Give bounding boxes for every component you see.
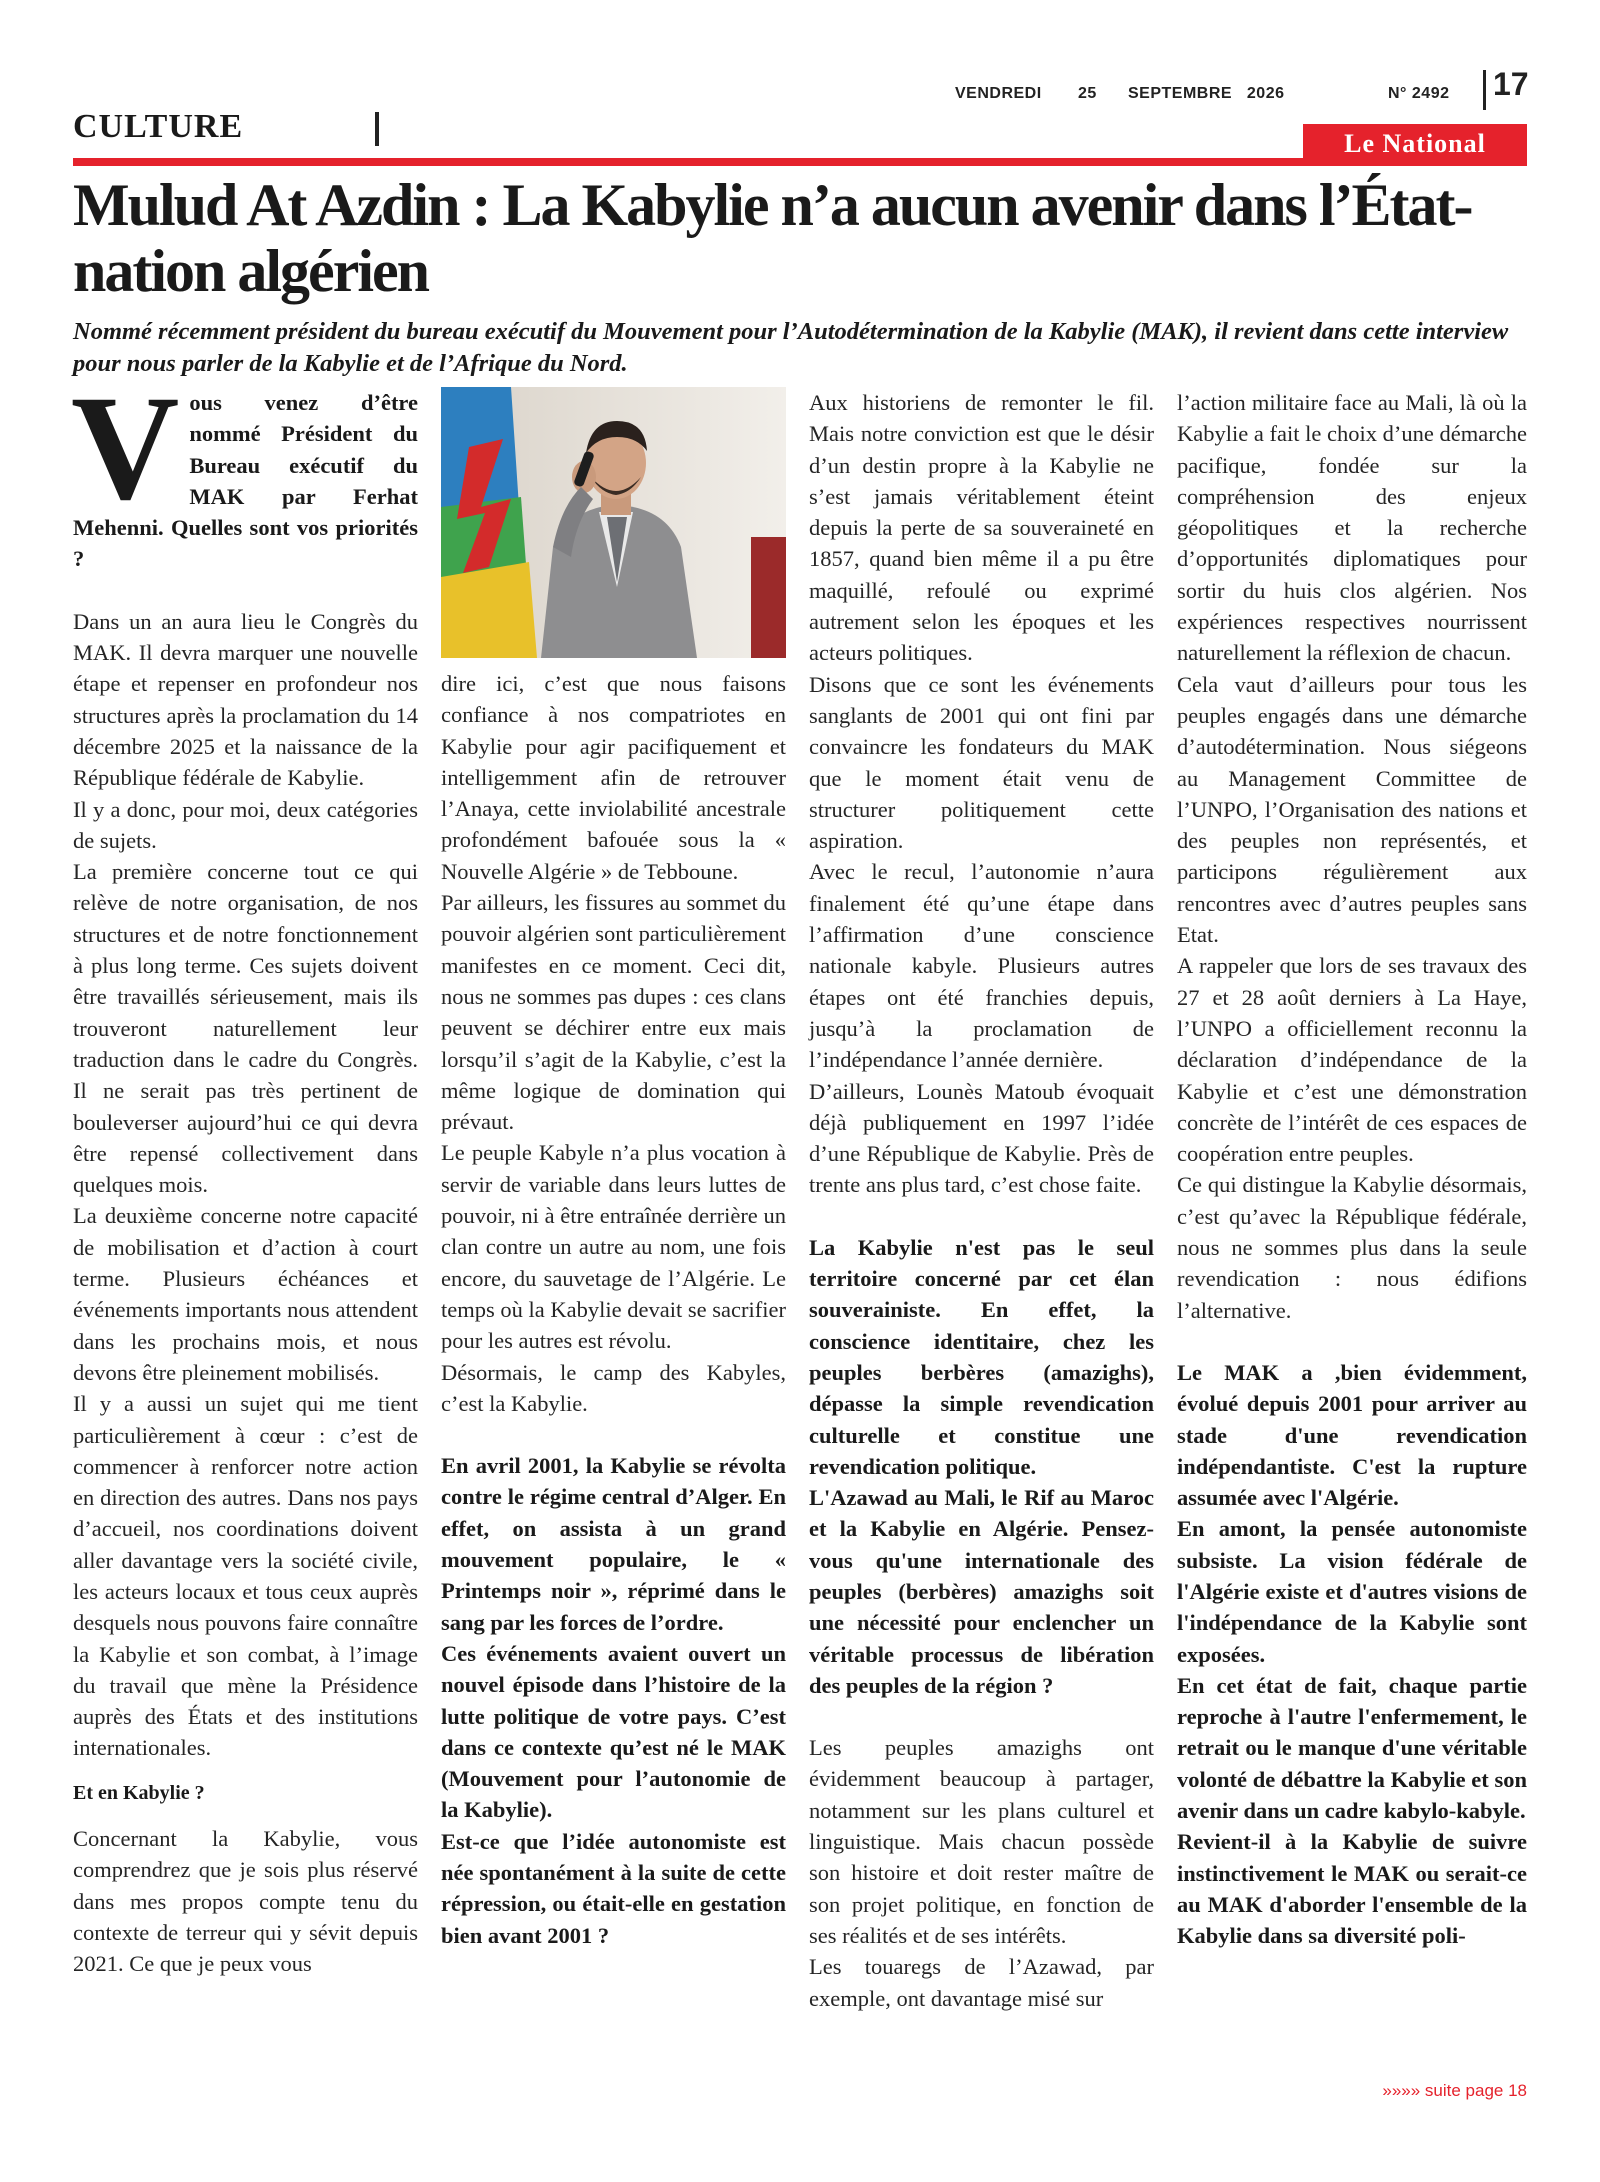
date-number: 25 [1078, 85, 1097, 102]
interview-question: Le MAK a ,bien évidemment, évolué depuis 2001 pour arriver au stade d'une revendication indépendantiste. C'est la rupture assumée avec l'Algérie. [1177, 1359, 1527, 1511]
interview-question: L'Azawad au Mali, le Rif au Maroc et la Kabylie en Algérie. Pensez-vous qu'une internationale des peuples (berbères) amazighs soit une nécessité pour enclencher un véritable processus de libération des peuples de la région ? [809, 1485, 1154, 1698]
answer-paragraph: Il y a donc, pour moi, deux catégories de sujets. [73, 796, 418, 853]
answer-paragraph: La deuxième concerne notre capacité de mobilisation et d’action à court terme. Plusieurs échéances et événements importants nous attendent dans les prochains mois, et nous devons être pleinement mobilisés. [73, 1203, 418, 1385]
interview-question: Revient-il à la Kabylie de suivre instinctivement le MAK ou serait-ce au MAK d'aborder l'ensemble de la Kabylie dans sa diversité poli- [1177, 1829, 1527, 1949]
answer-paragraph: Avec le recul, l’autonomie n’aura finalement été qu’une étape dans l’affirmation d’une conscience nationale kabyle. Plusieurs autres étapes ont été franchies depuis, jusqu’à la proclamation de l’indépendance l’année dernière. [809, 859, 1154, 1073]
article-column-1 [71, 365, 418, 1980]
interview-question: En cet état de fait, chaque partie reproche à l'autre l'enfermement, le retrait ou le manque d'une véritable volonté de débattre la Kabylie et son avenir dans un cadre kabylo-kabyle. [1177, 1672, 1527, 1824]
answer-paragraph: Les peuples amazighs ont évidemment beaucoup à partager, notamment sur les plans culturel et linguistique. Mais chacun possède son histoire et doit rester maître de son projet politique, en fonction de ses réalités et de ses intérêts. [809, 1735, 1154, 1948]
answer-paragraph: Le peuple Kabyle n’a plus vocation à servir de variable dans leurs luttes de pouvoir, ni à être entraînée derrière un clan contre un autre au nom, une fois encore, du sauvetage de l’Algérie. Le temps où la Kabylie devait se sacrifier pour les autres est révolu. [441, 1140, 786, 1354]
answer-paragraph: Concernant la Kabylie, vous comprendrez que je sois plus réservé dans mes propos compte tenu du contexte de terreur qui y sévit depuis 2021. Ce que je peux vous [73, 1826, 418, 1977]
article-column-3 [809, 387, 1154, 2014]
answer-paragraph: Par ailleurs, les fissures au sommet du pouvoir algérien sont particulièrement manifestes en ce moment. Ceci dit, nous ne sommes pas dupes : ces clans peuvent se déchirer entre eux mais lorsqu’il s’agit de la Kabylie, c’est la même logique de domination qui prévaut. [441, 890, 786, 1135]
article-column-2 [441, 668, 786, 1951]
answer-paragraph: Dans un an aura lieu le Congrès du MAK. Il devra marquer une nouvelle étape et repenser en profondeur nos structures après la proclamation du 14 décembre 2025 et la naissance de la République fédérale de Kabylie. [73, 608, 418, 791]
answer-paragraph: l’action militaire face au Mali, là où la Kabylie a fait le choix d’une démarche pacifique, fondée sur la compréhension des enjeux géopolitiques et la recherche d’opportunités diplomatiques pour sortir du huis clos algérien. Nos expériences respectives nourrissent naturellement la réflexion de chacun. [1177, 390, 1527, 666]
issue-number: N° 2492 [1388, 85, 1450, 102]
answer-paragraph: Il y a aussi un sujet qui me tient particulièrement à cœur : c’est de commencer à renforcer notre action en direction des autres. Dans nos pays d’accueil, nos coordinations doivent aller davantage vers la société civile, les acteurs locaux et tous ceux auprès desquels nous pouvons faire connaître la Kabylie et son combat, à l’image du travail que mène la Présidence auprès des États et des institutions internationales. [73, 1391, 418, 1761]
interview-question: Et en Kabylie ? [73, 1781, 205, 1804]
red-rule [73, 158, 1527, 166]
interview-question: En amont, la pensée autonomiste subsiste. La vision fédérale de l'Algérie existe et d'autres visions de l'indépendance de la Kabylie sont exposées. [1177, 1516, 1527, 1667]
section-label: CULTURE [73, 108, 244, 145]
answer-paragraph: dire ici, c’est que nous faisons confiance à nos compatriotes en Kabylie pour agir pacifiquement et intelligemment afin de retrouver l’Anaya, cette inviolabilité ancestrale profondément bafouée sous la « Nouvelle Algérie » de Tebboune. [441, 671, 786, 884]
continuation-link[interactable]: »»»» suite page 18 [1382, 2081, 1527, 2100]
article-photo [441, 387, 786, 658]
answer-paragraph: Les touaregs de l’Azawad, par exemple, ont davantage misé sur [809, 1954, 1154, 2011]
interview-question: La Kabylie n'est pas le seul territoire concerné par cet élan souverainiste. En effet, la conscience identitaire, chez les peuples berbères (amazighs), dépasse la simple revendication culturelle et constitue une revendication politique. [809, 1234, 1154, 1479]
brand-tag: Le National [1303, 124, 1527, 164]
interview-question: En avril 2001, la Kabylie se révolta contre le régime central d’Alger. En effet, on assista à un grand mouvement populaire, le « Printemps noir », réprimé dans le sang par les forces de l’ordre. [441, 1453, 786, 1635]
answer-paragraph: Aux historiens de remonter le fil. Mais notre conviction est que le désir d’un destin propre à la Kabylie ne s’est jamais véritablement éteint depuis la perte de sa souveraineté en 1857, quand bien même il a pu être maquillé, refoulé ou exprimé autrement selon les époques et les acteurs politiques. [809, 390, 1154, 666]
answer-paragraph: Désormais, le camp des Kabyles, c’est la Kabylie. [441, 1359, 786, 1416]
interview-question: Ces événements avaient ouvert un nouvel épisode dans l’histoire de la lutte politique de votre pays. C’est dans ce contexte qu’est né le MAK (Mouvement pour l’autonomie de la Kabylie). [441, 1640, 786, 1823]
answer-paragraph: Cela vaut d’ailleurs pour tous les peuples engagés dans une démarche d’autodétermination. Nous siégeons au Management Committee de l’UNPO, l’Organisation des nations et des peuples non représentés, et participons régulièrement aux rencontres avec d’autres peuples sans Etat. [1177, 671, 1527, 948]
interview-question [71, 365, 418, 575]
answer-paragraph: Ce qui distingue la Kabylie désormais, c’est qu’avec la République fédérale, nous ne sommes plus dans la seule revendication : nous édifions l’alternative. [1177, 1172, 1527, 1323]
article-title: Mulud At Azdin : La Kabylie n’a aucun avenir dans l’État-nation algérien [73, 172, 1472, 304]
answer-paragraph: D’ailleurs, Lounès Matoub évoquait déjà publiquement en 1997 l’idée d’une République de Kabylie. Près de trente ans plus tard, c’est chose faite. [809, 1078, 1154, 1198]
date-month-year: SEPTEMBRE 2026 [1128, 85, 1285, 102]
answer-paragraph: Disons que ce sont les événements sanglants de 2001 qui ont fini par convaincre les fondateurs du MAK que le moment était venu de structurer politiquement cette aspiration. [809, 671, 1154, 854]
section-divider [375, 112, 379, 146]
page-number-divider [1483, 70, 1486, 110]
date-day: VENDREDI [955, 85, 1042, 102]
article-column-4 [1177, 387, 1527, 1952]
drop-cap: V [71, 365, 180, 531]
answer-paragraph: A rappeler que lors de ses travaux des 27 et 28 août derniers à La Haye, l’UNPO a officiellement reconnu la déclaration d’indépendance de la Kabylie et c’est une démonstration concrète de l’intérêt de ces espaces de coopération entre peuples. [1177, 953, 1527, 1167]
question-text: ous venez d’être nommé Président du Bureau exécutif du MAK par Ferhat Mehenni. Quelles sont vos priorités ? [73, 390, 418, 572]
interview-question: Est-ce que l’idée autonomiste est née spontanément à la suite de cette répression, ou était-elle en gestation bien avant 2001 ? [441, 1828, 786, 1948]
article-lead: Nommé récemment président du bureau exécutif du Mouvement pour l’Autodétermination de la Kabylie (MAK), il revient dans cette interview pour nous parler de la Kabylie et de l’Afrique du Nord. [73, 318, 1509, 377]
page-number: 17 [1493, 66, 1529, 102]
man-with-microphone-and-amazigh-flag-photo [441, 387, 786, 658]
answer-paragraph: La première concerne tout ce qui relève de notre organisation, de nos structures et de notre fonctionnement à plus long terme. Ces sujets doivent être travaillés sérieusement, mais ils trouveront naturellement leur traduction dans le cadre du Congrès. Il ne serait pas très pertinent de bouleverser aujourd’hui ce qui devra être repensé collectivement dans quelques mois. [73, 859, 418, 1198]
